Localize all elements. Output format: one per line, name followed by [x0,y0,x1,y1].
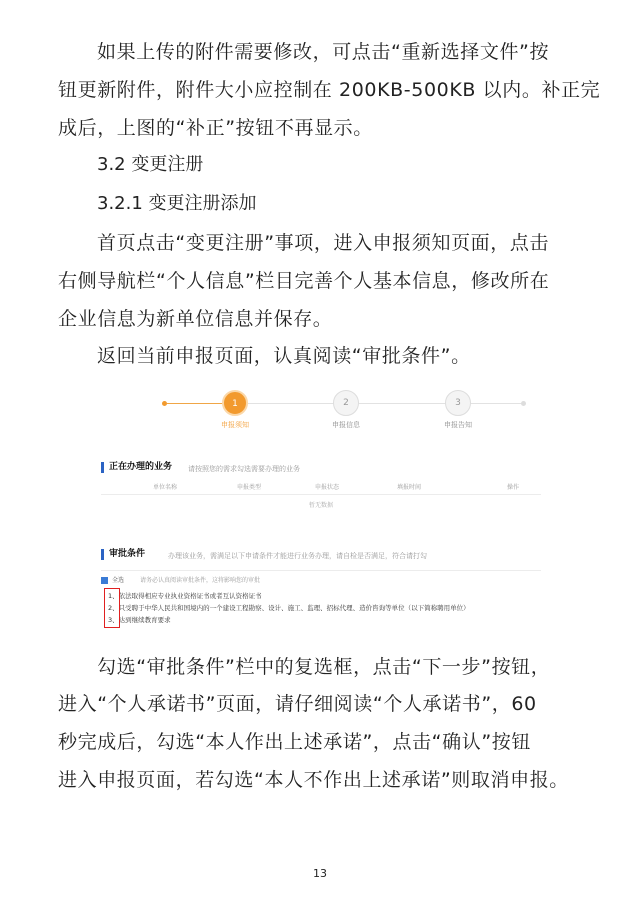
column-unit-name: 单位名称 [153,484,178,491]
condition-item-2[interactable]: 2、只受聘于中华人民共和国境内的一个建设工程勘察、设计、施工、监理、招标代理、造价咨询等单位（以下简称聘用单位） [108,604,470,612]
step-track [471,403,521,404]
section-heading: 3.2 变更注册 [97,154,204,175]
paragraph4-line2: 进入“个人承诺书”页面，请仔细阅读“个人承诺书”，60 [58,693,537,715]
column-fill-time: 填报时间 [397,484,422,491]
progress-steps [96,382,546,442]
table-empty-text: 暂无数据 [308,502,333,509]
business-table-header [101,479,541,495]
step-end-dot [521,401,526,406]
paragraph2-line1: 首页点击“变更注册”事项，进入申报须知页面，点击 [97,232,550,254]
paragraph4-line1: 勾选“审批条件”栏中的复选框，点击“下一步”按钮， [97,656,551,678]
step-track [248,403,345,404]
check-all-row[interactable] [101,575,260,584]
condition-item-1[interactable]: 1、依法取得相应专业执业资格证书或者互认资格证书 [108,592,262,600]
paragraph2-line2: 右侧导航栏“个人信息”栏目完善个人基本信息，修改所在 [58,270,550,292]
column-actions: 操作 [507,484,520,491]
check-all-label: 全选 [112,577,125,584]
check-all-checkbox[interactable] [101,577,108,584]
column-apply-status: 申报状态 [315,484,340,491]
paragraph3: 返回当前申报页面，认真阅读“审批条件”。 [97,345,471,367]
business-section-hint: 请按照您的需求勾选需要办理的业务 [188,465,300,473]
column-apply-type: 申报类型 [237,484,262,491]
step-2-circle[interactable]: 2 [333,390,359,416]
step-track [359,403,457,404]
step-1-label: 申报须知 [221,421,249,429]
business-section-title: 正在办理的业务 [101,462,172,473]
condition-item-3[interactable]: 3、达到继续教育要求 [108,616,171,624]
divider [101,570,541,571]
highlight-box [104,588,120,628]
paragraph2-line3: 企业信息为新单位信息并保存。 [58,308,333,330]
step-1-circle[interactable]: 1 [222,390,248,416]
subsection-heading: 3.2.1 变更注册添加 [97,193,257,214]
page-number: 13 [313,867,327,880]
paragraph1-line2: 钮更新附件，附件大小应控制在 200KB-500KB 以内。补正完 [58,79,601,101]
step-track-done [167,403,223,404]
step-3-label: 申报告知 [444,421,472,429]
conditions-section-title: 审批条件 [101,549,145,560]
check-all-note: 请务必认真阅读审批条件，这将影响您的审批 [139,577,260,584]
paragraph1-line3: 成后，上图的“补正”按钮不再显示。 [58,117,373,139]
paragraph4-line3: 秒完成后，勾选“本人作出上述承诺”，点击“确认”按钮 [58,731,531,753]
step-3-circle[interactable]: 3 [445,390,471,416]
paragraph4-line4: 进入申报页面，若勾选“本人不作出上述承诺”则取消申报。 [58,769,569,791]
paragraph1-line1: 如果上传的附件需要修改，可点击“重新选择文件”按 [97,41,550,63]
step-2-label: 申报信息 [332,421,360,429]
conditions-section-hint: 办理该业务，需满足以下申请条件才能进行业务办理，请自检是否满足，符合请打勾 [168,552,427,560]
embedded-screenshot [96,382,546,644]
